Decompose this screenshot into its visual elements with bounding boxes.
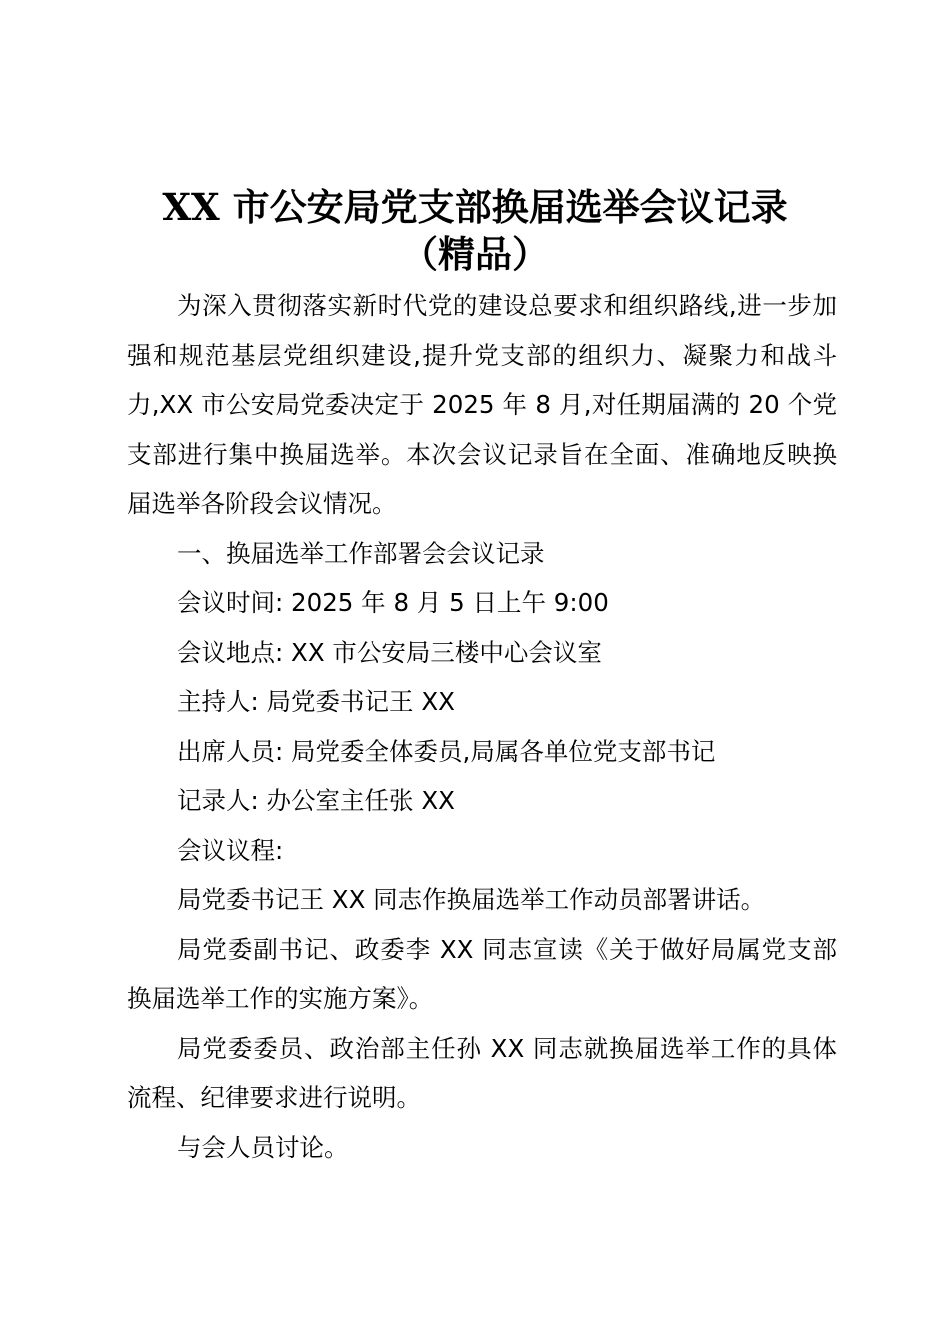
agenda-item: 局党委副书记、政委李 XX 同志宣读《关于做好局属党支部换届选举工作的实施方案》。 bbox=[127, 934, 837, 1013]
section-heading: 一、换届选举工作部署会会议记录 bbox=[177, 538, 545, 568]
agenda-heading: 会议议程: bbox=[177, 835, 284, 865]
document-body bbox=[127, 281, 837, 1172]
intro-paragraph: 为深入贯彻落实新时代党的建设总要求和组织路线,进一步加强和规范基层党组织建设,提升党支部的组织力、凝聚力和战斗力,XX 市公安局党委决定于 2025 年 8 月,对任期届满的 20 个党支部进行集中换届选举。本次会议记录旨在全面、准确地反映换届选举各阶段会议情况。 bbox=[127, 291, 837, 518]
meeting-attendees: 出席人员: 局党委全体委员,局属各单位党支部书记 bbox=[177, 736, 716, 766]
agenda-item: 与会人员讨论。 bbox=[177, 1132, 349, 1162]
document-title: XX 市公安局党支部换届选举会议记录 bbox=[162, 185, 788, 229]
agenda-item: 局党委委员、政治部主任孙 XX 同志就换届选举工作的具体流程、纪律要求进行说明。 bbox=[127, 1033, 837, 1112]
document-subtitle: （精品） bbox=[401, 232, 549, 276]
meeting-recorder: 记录人: 办公室主任张 XX bbox=[177, 786, 455, 815]
meeting-time: 会议时间: 2025 年 8 月 5 日上午 9:00 bbox=[177, 588, 609, 617]
meeting-host: 主持人: 局党委书记王 XX bbox=[177, 687, 455, 716]
meeting-location: 会议地点: XX 市公安局三楼中心会议室 bbox=[177, 637, 602, 667]
agenda-item: 局党委书记王 XX 同志作换届选举工作动员部署讲话。 bbox=[177, 885, 766, 914]
